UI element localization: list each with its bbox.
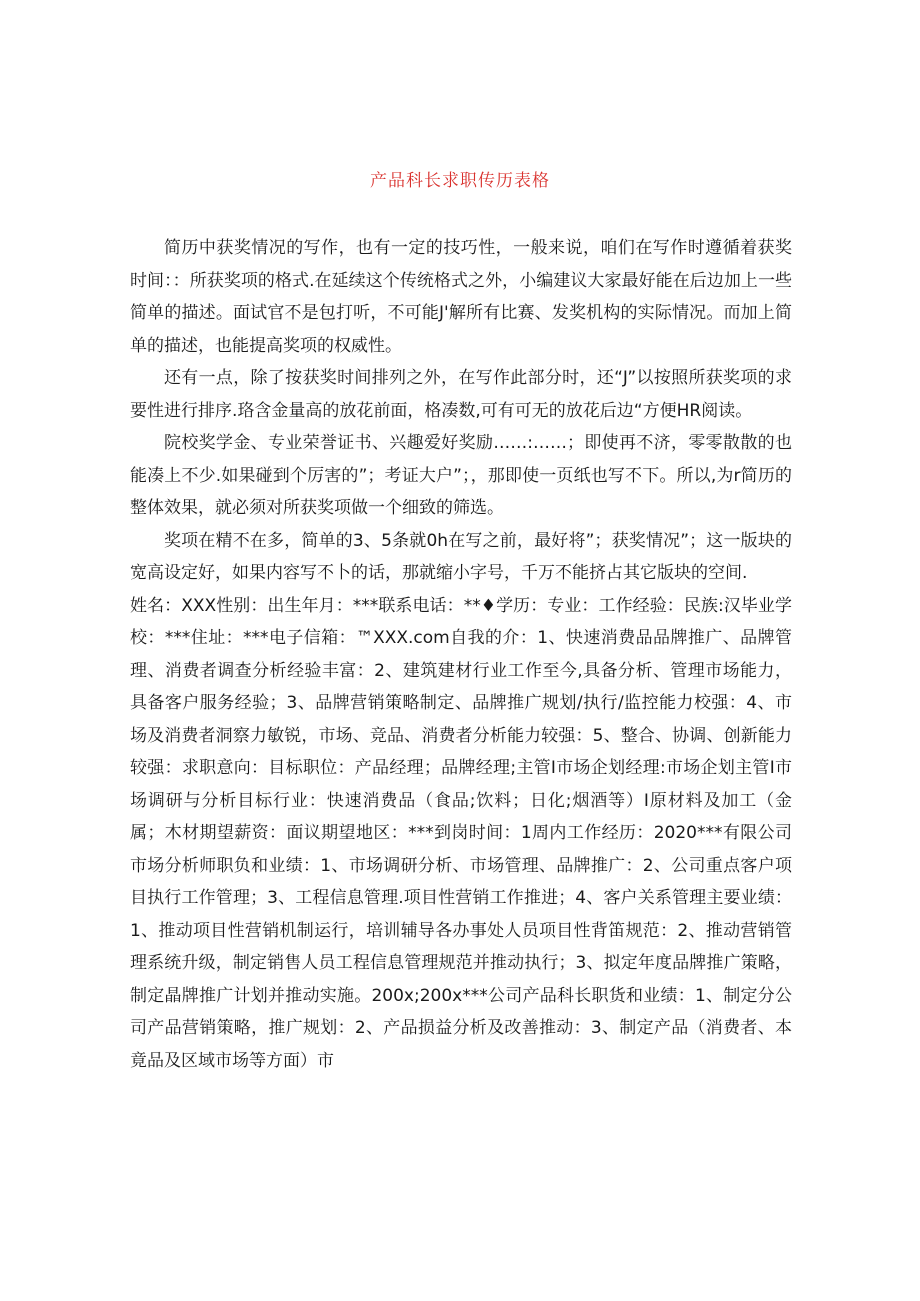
paragraph-resume-details: 姓名：XXX性别：出生年月：***联系电话：**♦学历：专业：工作经验：民族:汉毕业学校：***住址：***电子信箱：™XXX.com自我的介：1、快速消费品品牌推广、品牌管理、消费者调查分析经验丰富：2、建筑建材行业工作至今,具备分析、管理市场能力，具备客户服务经验；3、品牌营销策略制定、品牌推广规划/执行/监控能力校强：4、市场及消费者洞察力敏锐，市场、竞品、消费者分析能力较强：5、整合、协调、创新能力较强：求职意向：目标职位：产品经理；品牌经理;主管I市场企划经理:市场企划主管I市场调研与分析目标行业：快速消费品（食品;饮料；日化;烟酒等）I原材料及加工（金属；木材期望薪资：面议期望地区：***到岗时间：1周内工作经历：2020***有限公司市场分析师职负和业绩：1、市场调研分析、市场管理、品牌推广：2、公司重点客户项目执行工作管理；3、工程信息管理.项目性营销工作推进；4、客户关系管理主要业绩：1、推动项目性营销机制运行，培训辅导各办事处人员项目性背笛规范：2、推动营销管理系统升级，制定销售人员工程信息管理规范并推动执行；3、拟定年度品牌推广策略，制定晶牌推广计划并推动实施。200x;200x***公司产品科长职货和业绩：1、制定分公司产品营销策略，推广规划：2、产品损益分析及改善推动：3、制定产品（消费者、本竟品及区域市场等方面）市 bbox=[130, 595, 792, 1071]
document-body bbox=[130, 232, 792, 1077]
document-title: 产品科长求职传历表格 bbox=[370, 171, 550, 191]
paragraph-awards-writing: 简历中获奖情况的写作，也有一定的技巧性，一般来说，咱们在写作时遵循着获奖时间：：所获奖项的格式.在延续这个传统格式之外，小编建议大家最好能在后边加上一些简单的描述。面试官不是包打听，不可能J'解所有比赛、发奖机构的实际情况。而加上简单的描述，也能提高奖项的权威性。 bbox=[130, 238, 792, 356]
paragraph-awards-selection: 院校奖学金、专业荣誉证书、兴趣爱好奖励……:……；即使再不济，零零散散的也能凑上不少.如果碰到个厉害的”；考证大户”；，那即使一页纸也写不下。所以,为r简历的整体效果，就必须对所获奖项做一个细致的筛选。 bbox=[130, 433, 792, 518]
paragraph-awards-ordering: 还有一点，除了按获奖时间排列之外，在写作此部分时，还“J”以按照所获奖项的求要性进行排序.珞含金量高的放花前面，格凑数,可有可无的放花后边“方便HR阅读。 bbox=[130, 368, 792, 421]
paragraph-awards-layout: 奖项在精不在多，简单的3、5条就0h在写之前，最好将”；获奖情况”；这一版块的宽高设定好，如果内容写不卜的话，那就缩小字号，千万不能挤占其它版块的空间. bbox=[130, 530, 792, 583]
